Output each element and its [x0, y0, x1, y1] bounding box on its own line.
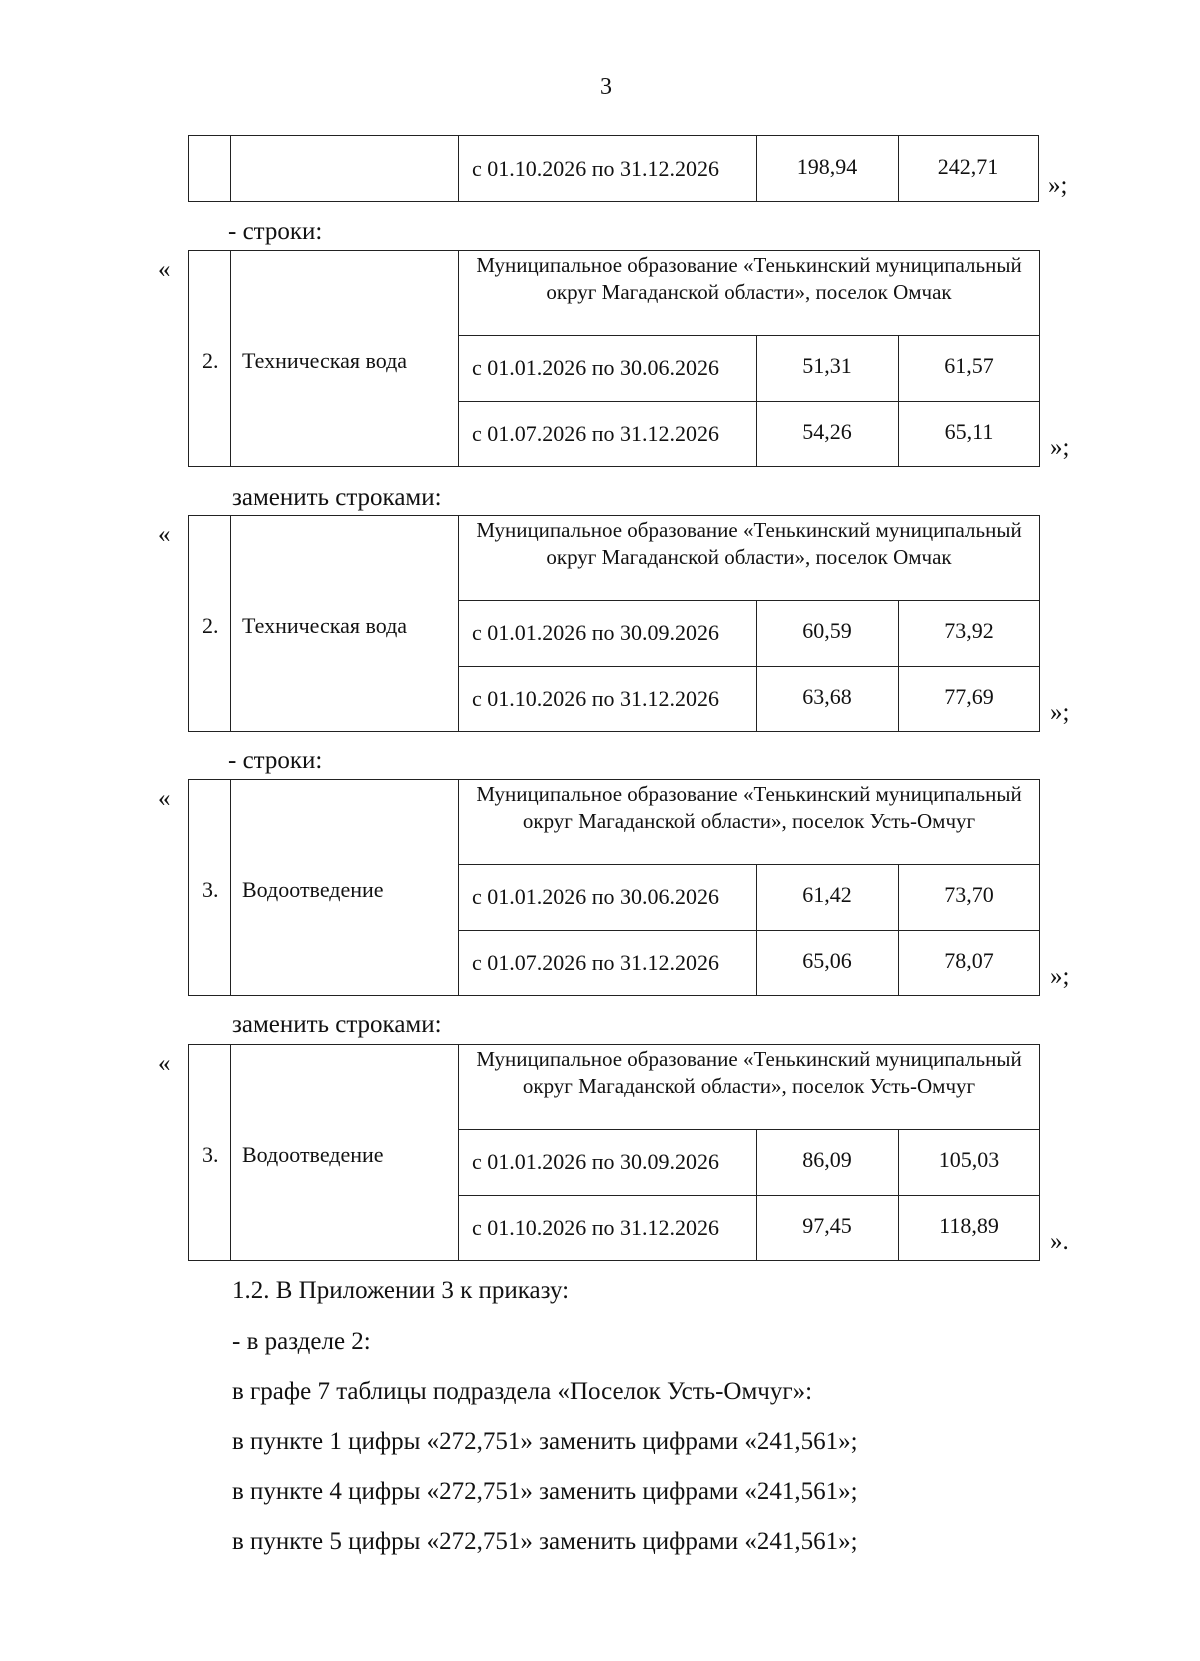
table-rule	[230, 250, 231, 467]
paragraph: в пункте 4 цифры «272,751» заменить цифрами «241,561»;	[232, 1478, 858, 1505]
closing-quote: ».	[1050, 1228, 1069, 1255]
section-label: заменить строками:	[232, 484, 442, 511]
service-name: Техническая вода	[242, 613, 408, 638]
closing-quote: »;	[1048, 172, 1068, 199]
value-cell: 242,71	[937, 154, 999, 179]
closing-quote: »;	[1050, 434, 1070, 461]
municipality-header: Муниципальное образование «Тенькинский муниципальный округ Магаданской области», поселок Усть-Омчуг	[476, 782, 1022, 833]
period-cell: с 01.07.2026 по 31.12.2026	[472, 950, 720, 975]
table-rule	[458, 666, 1040, 667]
value-cell: 51,31	[802, 353, 852, 378]
section-label: - строки:	[228, 218, 323, 245]
period-cell: с 01.01.2026 по 30.09.2026	[472, 620, 720, 645]
table-rule	[458, 864, 1040, 865]
value-cell: 77,69	[944, 684, 994, 709]
table-rule	[458, 401, 1040, 402]
service-name: Водоотведение	[242, 877, 384, 902]
opening-quote: «	[158, 256, 171, 283]
closing-quote: »;	[1050, 699, 1070, 726]
table-rule	[230, 515, 231, 732]
municipality-header: Муниципальное образование «Тенькинский муниципальный округ Магаданской области», поселок Усть-Омчуг	[476, 1047, 1022, 1098]
row-number: 3.	[202, 1142, 219, 1167]
section-label: заменить строками:	[232, 1011, 442, 1038]
period-cell: с 01.01.2026 по 30.06.2026	[472, 355, 720, 380]
value-cell: 97,45	[802, 1213, 852, 1238]
municipality-header: Муниципальное образование «Тенькинский муниципальный округ Магаданской области», поселок Омчак	[476, 253, 1022, 304]
row-number: 3.	[202, 877, 219, 902]
period-cell: с 01.10.2026 по 31.12.2026	[472, 686, 720, 711]
service-name: Техническая вода	[242, 348, 408, 373]
period-cell: с 01.01.2026 по 30.09.2026	[472, 1149, 720, 1174]
paragraph: в пункте 5 цифры «272,751» заменить цифрами «241,561»;	[232, 1528, 858, 1555]
value-cell: 73,92	[944, 618, 994, 643]
value-cell: 198,94	[796, 154, 858, 179]
opening-quote: «	[158, 521, 171, 548]
period-cell: с 01.01.2026 по 30.06.2026	[472, 884, 720, 909]
opening-quote: «	[158, 1050, 171, 1077]
value-cell: 105,03	[938, 1147, 1000, 1172]
closing-quote: »;	[1050, 963, 1070, 990]
period-cell: с 01.10.2026 по 31.12.2026	[472, 1215, 720, 1240]
service-name: Водоотведение	[242, 1142, 384, 1167]
page-number: 3	[600, 74, 612, 100]
opening-quote: «	[158, 785, 171, 812]
value-cell: 65,11	[944, 419, 994, 444]
row-number: 2.	[202, 613, 219, 638]
table-rule	[458, 1129, 1040, 1130]
value-cell: 86,09	[802, 1147, 852, 1172]
value-cell: 65,06	[802, 948, 852, 973]
section-label: - строки:	[228, 747, 323, 774]
value-cell: 60,59	[802, 618, 852, 643]
paragraph: в графе 7 таблицы подраздела «Поселок Усть-Омчуг»:	[232, 1378, 813, 1405]
table-rule	[458, 335, 1040, 336]
value-cell: 61,57	[944, 353, 994, 378]
value-cell: 118,89	[939, 1213, 999, 1238]
paragraph: в пункте 1 цифры «272,751» заменить цифрами «241,561»;	[232, 1428, 858, 1455]
table-rule	[230, 779, 231, 996]
value-cell: 54,26	[802, 419, 852, 444]
table-rule	[230, 1044, 231, 1261]
period-cell: с 01.10.2026 по 31.12.2026	[472, 156, 720, 181]
value-cell: 61,42	[802, 882, 852, 907]
value-cell: 73,70	[944, 882, 994, 907]
paragraph: - в разделе 2:	[232, 1328, 371, 1355]
municipality-header: Муниципальное образование «Тенькинский муниципальный округ Магаданской области», поселок Омчак	[476, 518, 1022, 569]
table-rule	[458, 600, 1040, 601]
value-cell: 63,68	[802, 684, 852, 709]
row-number: 2.	[202, 348, 219, 373]
table-rule	[458, 1195, 1040, 1196]
table-rule	[458, 930, 1040, 931]
period-cell: с 01.07.2026 по 31.12.2026	[472, 421, 720, 446]
value-cell: 78,07	[944, 948, 994, 973]
paragraph: 1.2. В Приложении 3 к приказу:	[232, 1277, 570, 1304]
